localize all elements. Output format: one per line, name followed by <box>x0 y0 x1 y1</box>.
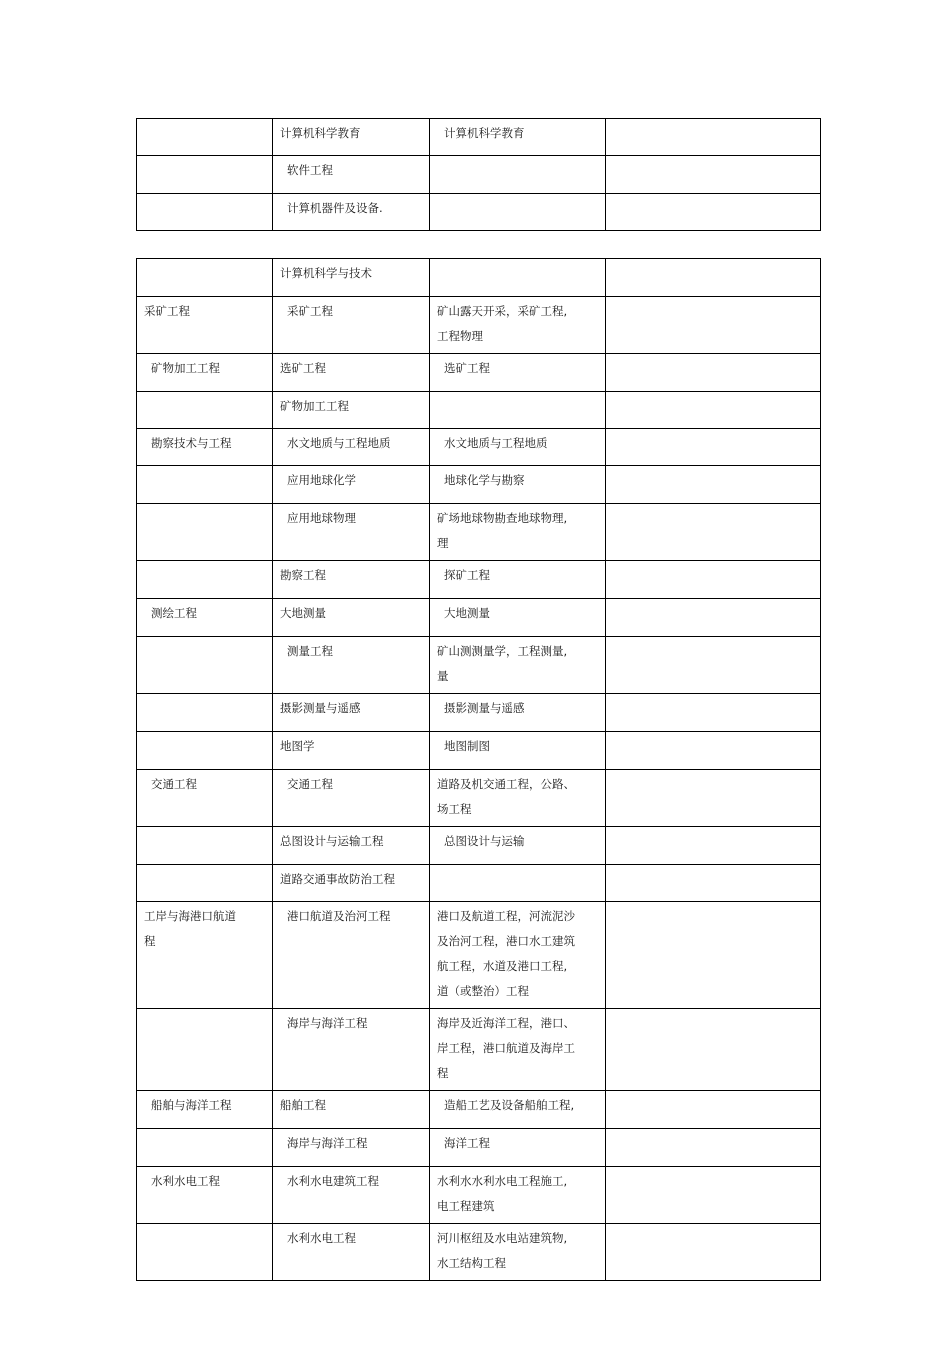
table-cell <box>430 865 606 902</box>
table-cell: 交通工程 <box>273 770 430 827</box>
table-cell <box>606 354 821 392</box>
table-cell: 总图设计与运输工程 <box>273 827 430 865</box>
table-cell <box>606 902 821 1009</box>
table-cell: 海岸与海洋工程 <box>273 1129 430 1167</box>
table-cell <box>137 561 273 599</box>
table-row <box>137 1167 821 1224</box>
table-cell: 选矿工程 <box>430 354 606 392</box>
table-cell: 工岸与海港口航道 程 <box>137 902 273 1009</box>
table-cell: 海岸与海洋工程 <box>273 1009 430 1091</box>
table-cell: 计算机科学与技术 <box>273 259 430 297</box>
table-row <box>137 297 821 354</box>
table-cell: 海洋工程 <box>430 1129 606 1167</box>
table-cell: 水利水水利水电工程施工, 电工程建筑 <box>430 1167 606 1224</box>
table-cell: 船舶工程 <box>273 1091 430 1129</box>
table-row <box>137 429 821 466</box>
table-row <box>137 1224 821 1281</box>
table-cell: 水文地质与工程地质 <box>273 429 430 466</box>
table-row <box>137 599 821 637</box>
table-cell: 港口及航道工程，河流泥沙 及治河工程，港口水工建筑 航工程，水道及港口工程, 道（或整治）工程 <box>430 902 606 1009</box>
table-cell: 软件工程 <box>273 156 430 194</box>
table-row <box>137 354 821 392</box>
table-cell <box>430 194 606 231</box>
document-table-2 <box>136 258 821 1281</box>
table-row <box>137 392 821 429</box>
table-cell: 道路交通事故防治工程 <box>273 865 430 902</box>
table-cell <box>606 1167 821 1224</box>
table-cell: 水利水电工程 <box>273 1224 430 1281</box>
table-cell: 海岸及近海洋工程，港口、 岸工程，港口航道及海岸工 程 <box>430 1009 606 1091</box>
table-cell <box>137 466 273 504</box>
table-row <box>137 1009 821 1091</box>
table-cell: 交通工程 <box>137 770 273 827</box>
table-cell <box>606 827 821 865</box>
table-cell: 造船工艺及设备船舶工程, <box>430 1091 606 1129</box>
table-cell <box>137 694 273 732</box>
table-cell: 矿物加工工程 <box>137 354 273 392</box>
table-row <box>137 259 821 297</box>
table-cell: 计算机科学教育 <box>430 119 606 156</box>
table-cell <box>430 259 606 297</box>
table-cell: 总图设计与运输 <box>430 827 606 865</box>
table-row <box>137 504 821 561</box>
table-cell: 采矿工程 <box>137 297 273 354</box>
table-cell <box>137 194 273 231</box>
table-cell <box>137 119 273 156</box>
table-cell <box>606 156 821 194</box>
table-row <box>137 902 821 1009</box>
table-cell: 摄影测量与遥感 <box>430 694 606 732</box>
table-cell: 船舶与海洋工程 <box>137 1091 273 1129</box>
table-cell: 应用地球物理 <box>273 504 430 561</box>
table-cell <box>606 732 821 770</box>
table-cell: 测绘工程 <box>137 599 273 637</box>
table-cell <box>137 156 273 194</box>
table-cell <box>606 1129 821 1167</box>
table-cell: 勘察工程 <box>273 561 430 599</box>
table-cell <box>606 599 821 637</box>
table-cell <box>606 561 821 599</box>
table-cell: 计算机科学教育 <box>273 119 430 156</box>
table-cell: 测量工程 <box>273 637 430 694</box>
table-cell: 矿物加工工程 <box>273 392 430 429</box>
table-cell <box>606 694 821 732</box>
table-cell <box>137 1224 273 1281</box>
table-cell: 采矿工程 <box>273 297 430 354</box>
table-cell: 矿山测测量学，工程测量, 量 <box>430 637 606 694</box>
table-cell: 矿场地球物勘查地球物理, 理 <box>430 504 606 561</box>
table-cell: 应用地球化学 <box>273 466 430 504</box>
table-cell <box>606 504 821 561</box>
table-cell: 地图学 <box>273 732 430 770</box>
table-cell <box>430 156 606 194</box>
table-row <box>137 732 821 770</box>
table-cell <box>606 1091 821 1129</box>
table-cell <box>606 1224 821 1281</box>
table-cell: 探矿工程 <box>430 561 606 599</box>
table-cell: 水文地质与工程地质 <box>430 429 606 466</box>
table-cell <box>137 392 273 429</box>
table-row <box>137 1091 821 1129</box>
table-cell <box>606 297 821 354</box>
table-cell <box>137 637 273 694</box>
table-cell: 道路及机交通工程，公路、 场工程 <box>430 770 606 827</box>
table-row <box>137 194 821 231</box>
table-cell <box>606 466 821 504</box>
table-cell <box>137 1009 273 1091</box>
document-table-1 <box>136 118 821 231</box>
table-cell <box>137 259 273 297</box>
table-row <box>137 865 821 902</box>
table-cell <box>606 119 821 156</box>
table-cell <box>606 637 821 694</box>
table-cell <box>606 392 821 429</box>
table-cell: 地图制图 <box>430 732 606 770</box>
table-cell <box>606 770 821 827</box>
table-cell <box>606 429 821 466</box>
table-cell: 港口航道及治河工程 <box>273 902 430 1009</box>
table-cell: 河川枢纽及水电站建筑物, 水工结构工程 <box>430 1224 606 1281</box>
table-cell <box>137 1129 273 1167</box>
table-cell: 勘察技术与工程 <box>137 429 273 466</box>
table-cell <box>137 504 273 561</box>
table-row <box>137 156 821 194</box>
table-row <box>137 119 821 156</box>
table-cell: 大地测量 <box>430 599 606 637</box>
table-cell <box>137 827 273 865</box>
table-cell: 水利水电建筑工程 <box>273 1167 430 1224</box>
table-row <box>137 637 821 694</box>
table-cell: 大地测量 <box>273 599 430 637</box>
table-row <box>137 1129 821 1167</box>
table-cell <box>606 865 821 902</box>
table-cell: 选矿工程 <box>273 354 430 392</box>
table-cell <box>606 259 821 297</box>
table-cell <box>137 865 273 902</box>
table-cell: 水利水电工程 <box>137 1167 273 1224</box>
table-row <box>137 694 821 732</box>
table-cell: 地球化学与勘察 <box>430 466 606 504</box>
table-cell: 矿山露天开采，采矿工程, 工程物理 <box>430 297 606 354</box>
table-cell <box>606 194 821 231</box>
table-cell: 计算机器件及设备. <box>273 194 430 231</box>
table-row <box>137 466 821 504</box>
table-cell <box>137 732 273 770</box>
table-row <box>137 770 821 827</box>
table-row <box>137 561 821 599</box>
table-cell <box>430 392 606 429</box>
table-cell <box>606 1009 821 1091</box>
table-cell: 摄影测量与遥感 <box>273 694 430 732</box>
table-row <box>137 827 821 865</box>
